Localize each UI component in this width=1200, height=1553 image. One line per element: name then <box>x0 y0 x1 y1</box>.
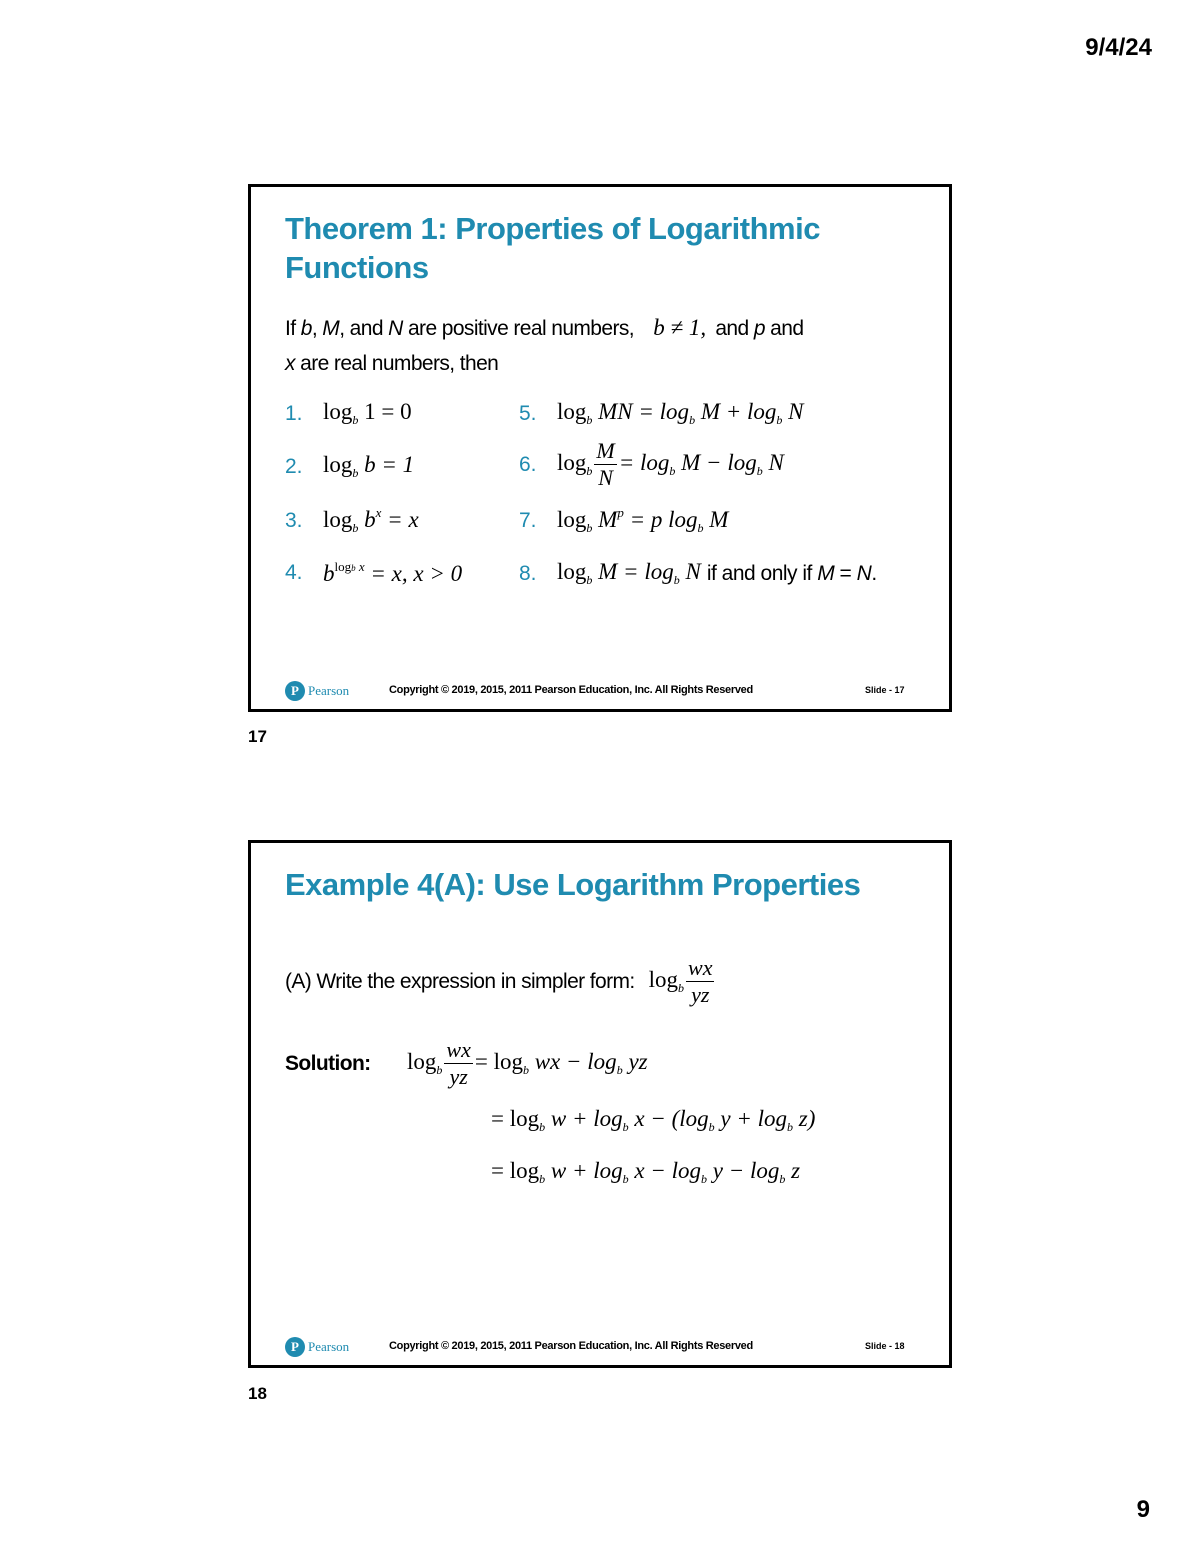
property-4: 4. $b^{logb x} = x$, x > 0 <box>285 559 463 586</box>
copyright-text: Copyright © 2019, 2015, 2011 Pearson Education, Inc. All Rights Reserved <box>389 1340 753 1352</box>
slide-footer <box>285 1337 925 1357</box>
property-8: 8. $\log_b M = \log_b N$ if and only if M = N. <box>519 559 877 587</box>
solution-label: Solution: <box>285 1051 371 1075</box>
slide-17 <box>248 184 952 712</box>
slide-number-label: 17 <box>248 727 267 746</box>
page-date: 9/4/24 <box>1085 34 1152 61</box>
copyright-text: Copyright © 2019, 2015, 2011 Pearson Education, Inc. All Rights Reserved <box>389 684 753 696</box>
example-prompt: (A) Write the expression in simpler form: $\log_b$ $\frac{wx}{yz}$ <box>285 955 713 1007</box>
property-2: 2. $\log_b b = 1$ <box>285 452 415 480</box>
pearson-p-icon: P <box>285 1337 305 1357</box>
property-3: 3. $\log_b b^x = x$ <box>285 505 419 535</box>
solution-line-1: Solution: $\log_b$ $\frac{wx}{yz}$ = $\log_b$ wx − $\log_b$ yz <box>285 1037 648 1089</box>
property-5: 5. $\log_b$ MN = $\log_b M + \log_b N$ <box>519 399 804 427</box>
pearson-logo: P Pearson <box>285 1337 349 1357</box>
slide-footer <box>285 681 925 701</box>
slide-title: Example 4(A): Use Logarithm Properties <box>285 867 861 902</box>
solution-line-2: = $\log_b w + \log_b x - (\log_b$ $y + \log_b z$) <box>491 1106 816 1134</box>
theorem-intro: If b, M, and N are positive real numbers, b ≠ 1, and p and x are real numbers, then <box>285 315 804 375</box>
slide-title: Theorem 1: Properties of Logarithmic Functions <box>285 211 820 285</box>
property-6: 6. $\log_b$ $\frac{M}{N}$ = $\log_b M - \log_b N$ <box>519 438 784 490</box>
property-7: 7. $\log_b M^p = p$ $\log_b M$ <box>519 505 729 535</box>
slide-id: Slide - 18 <box>865 1341 905 1351</box>
pearson-p-icon: P <box>285 681 305 701</box>
slide-id: Slide - 17 <box>865 685 905 695</box>
page-number: 9 <box>1136 1496 1150 1523</box>
property-1: 1. $\log_b 1 = 0$ <box>285 399 412 427</box>
slide-number-label: 18 <box>248 1384 267 1403</box>
pearson-logo: P Pearson <box>285 681 349 701</box>
solution-line-3: = $\log_b w + \log_b x - \log_b y - \log_b z$ <box>491 1158 801 1186</box>
slide-18 <box>248 840 952 1368</box>
